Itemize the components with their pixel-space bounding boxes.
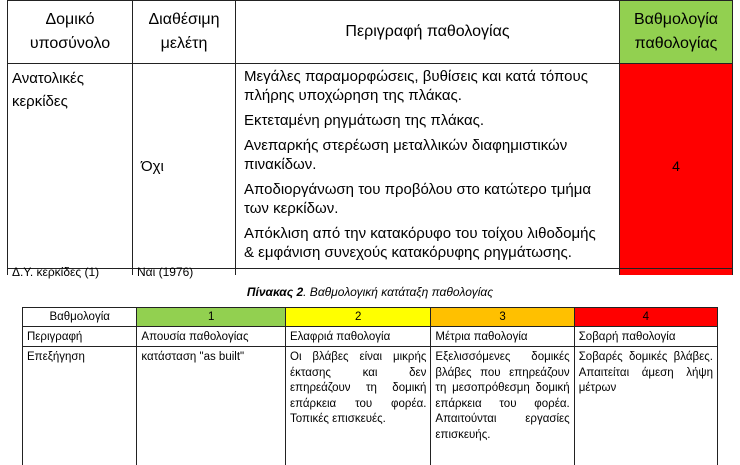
grade-explanation: Εξελισσόμενες δομικές βλάβες που επηρεάζουν τη μεσοπρόθεσμη δομική επάρκεια του φορέα. Απαιτούνται εργασίες επισκευής.: [431, 347, 574, 465]
row-label-score: Βαθμολογία: [23, 308, 137, 327]
header-description: Περιγραφή παθολογίας: [236, 1, 620, 64]
grade-score: 2: [286, 308, 431, 327]
grading-explanation-row: [23, 347, 718, 465]
cutoff-study: Ναι (1976): [133, 269, 235, 275]
cutoff-subsystem: Δ.Υ. κερκίδες (1): [8, 269, 132, 275]
grade-score: 3: [431, 308, 574, 327]
cell-study: Όχι: [133, 64, 236, 269]
grade-score: 4: [574, 308, 717, 327]
cell-description: [236, 64, 620, 269]
header-subsystem: Δομικό υποσύνολο: [8, 1, 133, 64]
grading-table: [22, 307, 718, 465]
grade-description: Μέτρια παθολογία: [431, 327, 574, 347]
table-row: [8, 64, 733, 269]
table-row-cutoff: [8, 269, 733, 276]
pathology-table: [7, 0, 733, 275]
grade-explanation: κατάσταση "as built": [137, 347, 286, 465]
grading-score-row: [23, 308, 718, 327]
grade-score: 1: [137, 308, 286, 327]
description-item: Απόκλιση από την κατακόρυφο του τοίχου λιθοδομής & εμφάνιση συνεχούς κατακόρυφης ρηγμάτωσης.: [244, 224, 607, 262]
grading-description-row: [23, 327, 718, 347]
grade-explanation: Οι βλάβες είναι μικρής έκτασης και δεν επηρεάζουν τη δομική επάρκεια του φορέα. Τοπικές επισκευές.: [286, 347, 431, 465]
grade-description: Απουσία παθολογίας: [137, 327, 286, 347]
description-item: Εκτεταμένη ρηγμάτωση της πλάκας.: [244, 111, 607, 130]
row-label-description: Περιγραφή: [23, 327, 137, 347]
table-caption: [0, 285, 740, 299]
row-label-explanation: Επεξήγηση: [23, 347, 137, 465]
description-item: Αποδιοργάνωση του προβόλου στο κατώτερο τμήμα των κερκίδων.: [244, 180, 607, 218]
description-item: Ανεπαρκής στερέωση μεταλλικών διαφημιστικών πινακίδων.: [244, 136, 607, 174]
cell-score: 4: [620, 64, 733, 269]
pathology-table-header: [8, 1, 733, 64]
cell-subsystem: Ανατολικές κερκίδες: [8, 64, 133, 269]
caption-text: . Βαθμολογική κατάταξη παθολογίας: [303, 285, 493, 299]
description-item: Μεγάλες παραμορφώσεις, βυθίσεις και κατά τόπους πλήρης υποχώρηση της πλάκας.: [244, 67, 607, 105]
grade-explanation: Σοβαρές δομικές βλάβες. Απαιτείται άμεση λήψη μέτρων: [574, 347, 717, 465]
grade-description: Σοβαρή παθολογία: [574, 327, 717, 347]
header-study: Διαθέσιμη μελέτη: [133, 1, 236, 64]
grade-description: Ελαφριά παθολογία: [286, 327, 431, 347]
caption-label: Πίνακας 2: [247, 285, 303, 299]
header-score: Βαθμολογία παθολογίας: [620, 1, 733, 64]
